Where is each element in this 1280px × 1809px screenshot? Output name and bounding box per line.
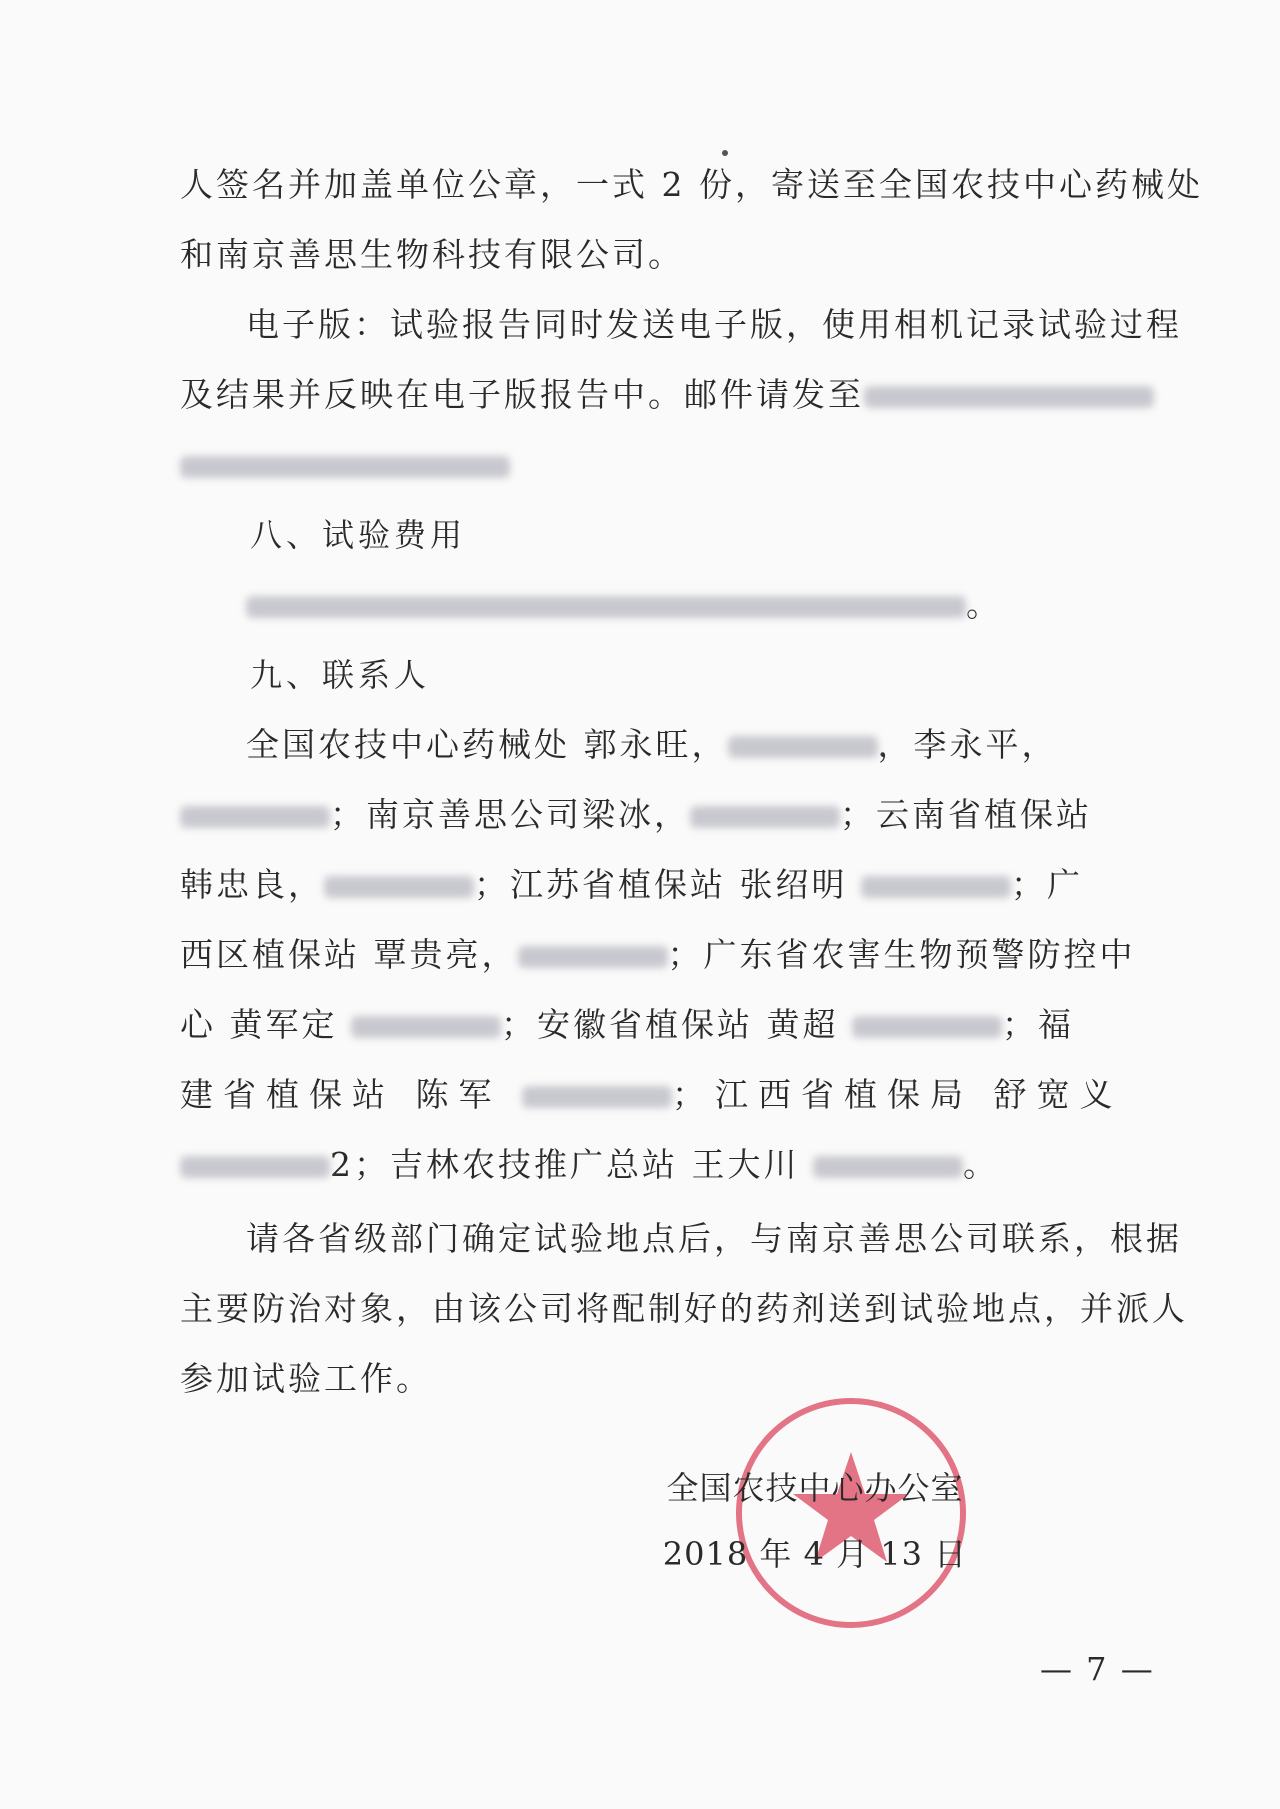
paragraph-1-line-2: 和南京善思生物科技有限公司。 (180, 235, 684, 274)
issuing-office: 全国农技中心办公室 (666, 1469, 964, 1507)
paragraph-last-line-3: 参加试验工作。 (180, 1359, 432, 1398)
contact-org: 建省植保站 (180, 1075, 395, 1114)
contact-org: ；南京善思公司梁冰， (330, 795, 690, 834)
contact-name: 张绍明 (739, 865, 848, 904)
contacts-line-5 (180, 990, 1140, 1060)
contact-name: ，李永平， (877, 725, 1058, 764)
redacted-phone (180, 1156, 330, 1178)
contacts-line-1 (180, 710, 1140, 780)
section-8-body (180, 570, 1140, 640)
contact-name: 黄军定 (229, 1005, 338, 1044)
contacts-line-3 (180, 850, 1140, 920)
paragraph-2-line-3 (180, 430, 1140, 500)
contact-name: 陈军 (415, 1075, 502, 1114)
contact-org: ；广东省农害生物预警防控中 (667, 935, 1136, 974)
section-9-heading: 九、联系人 (250, 656, 431, 694)
redacted-phone (324, 876, 474, 898)
paragraph-1-line-1: 人签名并加盖单位公章，一式 2 份，寄送至全国农技中心药械处 (180, 165, 1203, 204)
contact-name: 郭永旺， (583, 725, 728, 764)
signature-block (650, 1455, 980, 1587)
redacted-phone (852, 1016, 1002, 1038)
redacted-phone (690, 806, 840, 828)
redacted-phone (518, 946, 668, 968)
contact-name: 韩忠良， (180, 865, 324, 904)
contact-name: 黄超 (766, 1005, 839, 1044)
redacted-email (864, 386, 1154, 408)
contact-org: ；广 (1011, 865, 1083, 904)
redacted-fee-text (246, 596, 966, 618)
contact-name: 舒宽义 (993, 1075, 1123, 1114)
document-body (180, 150, 1203, 1414)
contact-org: ；云南省植保站 (840, 795, 1092, 834)
section-8-tail: 。 (966, 585, 1002, 624)
contact-org: 心 (180, 1005, 216, 1044)
paragraph-last-line-1: 请各省级部门确定试验地点后，与南京善思公司联系，根据 (246, 1219, 1182, 1258)
redacted-phone (180, 806, 330, 828)
redacted-phone (728, 736, 878, 758)
redacted-email (180, 456, 510, 478)
contact-name: 覃贵亮， (373, 935, 518, 974)
contact-org: 全国农技中心药械处 (246, 725, 570, 764)
redacted-phone (522, 1086, 672, 1108)
paragraph-2-line-2 (180, 360, 1140, 430)
section-8-heading: 八、试验费用 (250, 516, 467, 554)
contact-org: 西区植保站 (180, 935, 360, 974)
contact-org: ；安徽省植保站 (501, 1005, 753, 1044)
contacts-line-6 (180, 1060, 1140, 1130)
contact-org: 2；吉林农技推广总站 (330, 1145, 678, 1184)
redacted-phone (813, 1156, 963, 1178)
contact-org: ；江西省植保局 (672, 1075, 973, 1114)
paragraph-last-line-2: 主要防治对象，由该公司将配制好的药剂送到试验地点，并派人 (180, 1289, 1188, 1328)
contact-org: ；江苏省植保站 (474, 865, 726, 904)
contact-org: ；福 (1002, 1005, 1074, 1044)
contacts-line-4 (180, 920, 1140, 990)
contacts-line-7 (180, 1130, 1140, 1200)
issue-date: 2018 年 4 月 13 日 (662, 1535, 968, 1573)
redacted-phone (351, 1016, 501, 1038)
contacts-line-2 (180, 780, 1140, 850)
email-intro: 及结果并反映在电子版报告中。邮件请发至 (180, 375, 864, 414)
paragraph-2-line-1: 电子版：试验报告同时发送电子版，使用相机记录试验过程 (246, 305, 1182, 344)
contact-name: 王大川 (691, 1145, 800, 1184)
contacts-end: 。 (963, 1145, 999, 1184)
redacted-phone (861, 876, 1011, 898)
page-number: — 7 — (1040, 1650, 1155, 1688)
